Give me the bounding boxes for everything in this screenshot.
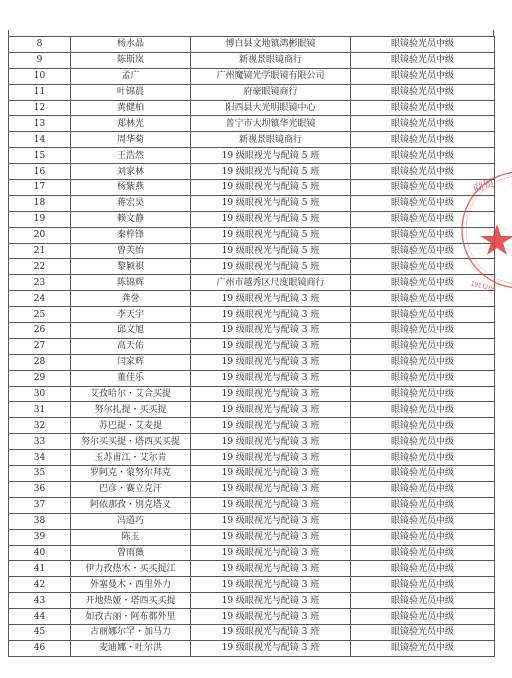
organization-cell: 19 级眼视光与配镜 3 班 xyxy=(191,386,351,402)
row-number-cell: 39 xyxy=(9,529,71,545)
table-row xyxy=(9,243,495,259)
person-name-cell: 伊力孜热木・买买提江 xyxy=(71,561,191,577)
person-name-cell: 努尔扎提・买买提 xyxy=(71,402,191,418)
table-row xyxy=(9,624,495,640)
certificate-level-cell: 眼镜验光员中级 xyxy=(351,211,495,227)
row-number-cell: 14 xyxy=(9,132,71,148)
table-row xyxy=(9,100,495,116)
person-name-cell: 巴彦・赛立克汗 xyxy=(71,481,191,497)
organization-cell: 19 级眼视光与配镜 3 班 xyxy=(191,291,351,307)
row-number-cell: 9 xyxy=(9,52,71,68)
row-number-cell: 37 xyxy=(9,497,71,513)
person-name-cell: 曾雨薇 xyxy=(71,545,191,561)
person-name-cell: 罗阿克・蒙努尔拜克 xyxy=(71,466,191,482)
person-name-cell: 开地热娅・塔西买买提 xyxy=(71,593,191,609)
certificate-level-cell: 眼镜验光员中级 xyxy=(351,354,495,370)
certificate-level-cell: 眼镜验光员中级 xyxy=(351,338,495,354)
table-row xyxy=(9,418,495,434)
certificate-level-cell: 眼镜验光员中级 xyxy=(351,466,495,482)
organization-cell: 19 级眼视光与配镜 3 班 xyxy=(191,307,351,323)
table-row xyxy=(9,370,495,386)
table-row xyxy=(9,561,495,577)
person-name-cell: 杨水晶 xyxy=(71,37,191,53)
person-name-cell: 高天佑 xyxy=(71,338,191,354)
certificate-level-cell: 眼镜验光员中级 xyxy=(351,577,495,593)
person-name-cell: 阿依那孜・別克塔义 xyxy=(71,497,191,513)
table-row xyxy=(9,259,495,275)
organization-cell: 19 级眼视光与配镜 5 班 xyxy=(191,180,351,196)
row-number-cell: 43 xyxy=(9,593,71,609)
organization-cell: 19 级眼视光与配镜 3 班 xyxy=(191,402,351,418)
certificate-level-cell: 眼镜验光员中级 xyxy=(351,291,495,307)
person-name-cell: 叶锦晨 xyxy=(71,84,191,100)
organization-cell: 19 级眼视光与配镜 5 班 xyxy=(191,243,351,259)
certificate-level-cell: 眼镜验光员中级 xyxy=(351,259,495,275)
table-row xyxy=(9,195,495,211)
row-number-cell: 45 xyxy=(9,624,71,640)
row-number-cell: 30 xyxy=(9,386,71,402)
row-number-cell: 33 xyxy=(9,434,71,450)
table-row xyxy=(9,211,495,227)
row-number-cell: 12 xyxy=(9,100,71,116)
table-row xyxy=(9,275,495,291)
organization-cell: 新视景眼镜商行 xyxy=(191,132,351,148)
table-row xyxy=(9,609,495,625)
organization-cell: 19 级眼视光与配镜 3 班 xyxy=(191,450,351,466)
row-number-cell: 32 xyxy=(9,418,71,434)
person-name-cell: 赖文静 xyxy=(71,211,191,227)
certificate-level-cell: 眼镜验光员中级 xyxy=(351,545,495,561)
row-number-cell: 36 xyxy=(9,481,71,497)
person-name-cell: 苏巴提・艾麦提 xyxy=(71,418,191,434)
certificate-level-cell: 眼镜验光员中级 xyxy=(351,497,495,513)
row-number-cell: 34 xyxy=(9,450,71,466)
row-number-cell: 44 xyxy=(9,609,71,625)
person-name-cell: 黎颖祺 xyxy=(71,259,191,275)
table-row xyxy=(9,291,495,307)
row-number-cell: 13 xyxy=(9,116,71,132)
person-name-cell: 郑林光 xyxy=(71,116,191,132)
seal-text: 商贸 xyxy=(471,176,497,196)
organization-cell: 19 级眼视光与配镜 5 班 xyxy=(191,195,351,211)
certificate-level-cell: 眼镜验光员中级 xyxy=(351,275,495,291)
row-number-cell: 26 xyxy=(9,323,71,339)
person-name-cell: 蒋宏昊 xyxy=(71,195,191,211)
person-name-cell: 如孜古丽・阿布都外里 xyxy=(71,609,191,625)
table-row xyxy=(9,434,495,450)
row-number-cell: 16 xyxy=(9,164,71,180)
organization-cell: 19 级眼视光与配镜 3 班 xyxy=(191,513,351,529)
certificate-level-cell: 眼镜验光员中级 xyxy=(351,132,495,148)
organization-cell: 广州魔镜光学眼镜有限公司 xyxy=(191,68,351,84)
person-name-cell: 闫家辉 xyxy=(71,354,191,370)
certificate-level-cell: 眼镜验光员中级 xyxy=(351,116,495,132)
certificate-level-cell: 眼镜验光员中级 xyxy=(351,180,495,196)
person-name-cell: 李天宇 xyxy=(71,307,191,323)
table-row xyxy=(9,529,495,545)
certificate-level-cell: 眼镜验光员中级 xyxy=(351,609,495,625)
organization-cell: 19 级眼视光与配镜 5 班 xyxy=(191,227,351,243)
person-name-cell: 冯道巧 xyxy=(71,513,191,529)
row-number-cell: 22 xyxy=(9,259,71,275)
person-name-cell: 孟广 xyxy=(71,68,191,84)
person-name-cell: 黄健柏 xyxy=(71,100,191,116)
certificate-level-cell: 眼镜验光员中级 xyxy=(351,323,495,339)
person-name-cell: 努尔买买提・塔西买买提 xyxy=(71,434,191,450)
row-number-cell: 46 xyxy=(9,640,71,656)
certificate-level-cell: 眼镜验光员中级 xyxy=(351,561,495,577)
person-name-cell: 秦梓锋 xyxy=(71,227,191,243)
table-row xyxy=(9,307,495,323)
organization-cell: 19 级眼视光与配镜 3 班 xyxy=(191,577,351,593)
certificate-level-cell: 眼镜验光员中级 xyxy=(351,68,495,84)
certificate-level-cell: 眼镜验光员中级 xyxy=(351,148,495,164)
organization-cell: 府豪眼镜商行 xyxy=(191,84,351,100)
organization-cell: 博白县文地镇鸿彬眼镜 xyxy=(191,37,351,53)
table-row xyxy=(9,180,495,196)
organization-cell: 19 级眼视光与配镜 3 班 xyxy=(191,466,351,482)
certificate-level-cell: 眼镜验光员中级 xyxy=(351,434,495,450)
certificate-list-table xyxy=(8,36,495,657)
organization-cell: 19 级眼视光与配镜 3 班 xyxy=(191,497,351,513)
person-name-cell: 外塞曼木・西里外力 xyxy=(71,577,191,593)
organization-cell: 19 级眼视光与配镜 3 班 xyxy=(191,561,351,577)
person-name-cell: 刘家林 xyxy=(71,164,191,180)
certificate-level-cell: 眼镜验光员中级 xyxy=(351,243,495,259)
certificate-level-cell: 眼镜验光员中级 xyxy=(351,402,495,418)
table-row xyxy=(9,497,495,513)
table-row xyxy=(9,593,495,609)
row-number-cell: 20 xyxy=(9,227,71,243)
row-number-cell: 17 xyxy=(9,180,71,196)
row-number-cell: 15 xyxy=(9,148,71,164)
certificate-level-cell: 眼镜验光员中级 xyxy=(351,370,495,386)
certificate-level-cell: 眼镜验光员中级 xyxy=(351,307,495,323)
row-number-cell: 8 xyxy=(9,37,71,53)
organization-cell: 广州市越秀区尺度眼镜商行 xyxy=(191,275,351,291)
organization-cell: 19 级眼视光与配镜 3 班 xyxy=(191,481,351,497)
table-row xyxy=(9,148,495,164)
table-row xyxy=(9,84,495,100)
row-number-cell: 27 xyxy=(9,338,71,354)
table-row xyxy=(9,132,495,148)
certificate-level-cell: 眼镜验光员中级 xyxy=(351,195,495,211)
table-row xyxy=(9,577,495,593)
certificate-level-cell: 眼镜验光员中级 xyxy=(351,513,495,529)
row-number-cell: 24 xyxy=(9,291,71,307)
person-name-cell: 周华菊 xyxy=(71,132,191,148)
row-number-cell: 21 xyxy=(9,243,71,259)
organization-cell: 19 级眼视光与配镜 5 班 xyxy=(191,148,351,164)
row-number-cell: 40 xyxy=(9,545,71,561)
person-name-cell: 古丽娜尔罕・加马力 xyxy=(71,624,191,640)
row-number-cell: 18 xyxy=(9,195,71,211)
row-number-cell: 31 xyxy=(9,402,71,418)
table-row xyxy=(9,52,495,68)
certificate-level-cell: 眼镜验光员中级 xyxy=(351,227,495,243)
table-row xyxy=(9,450,495,466)
person-name-cell: 王浩然 xyxy=(71,148,191,164)
row-number-cell: 19 xyxy=(9,211,71,227)
organization-cell: 19 级眼视光与配镜 5 班 xyxy=(191,259,351,275)
certificate-level-cell: 眼镜验光员中级 xyxy=(351,624,495,640)
table-row xyxy=(9,402,495,418)
row-number-cell: 29 xyxy=(9,370,71,386)
table-row xyxy=(9,323,495,339)
person-name-cell: 龚誉 xyxy=(71,291,191,307)
certificate-level-cell: 眼镜验光员中级 xyxy=(351,529,495,545)
row-number-cell: 41 xyxy=(9,561,71,577)
table-row xyxy=(9,164,495,180)
organization-cell: 19 级眼视光与配镜 5 班 xyxy=(191,211,351,227)
table-row xyxy=(9,640,495,656)
certificate-level-cell: 眼镜验光员中级 xyxy=(351,52,495,68)
table-row xyxy=(9,386,495,402)
table-row xyxy=(9,37,495,53)
certificate-level-cell: 眼镜验光员中级 xyxy=(351,100,495,116)
organization-cell: 19 级眼视光与配镜 3 班 xyxy=(191,370,351,386)
person-name-cell: 曾芙怡 xyxy=(71,243,191,259)
organization-cell: 新视景眼镜商行 xyxy=(191,52,351,68)
person-name-cell: 杨紫燕 xyxy=(71,180,191,196)
certificate-level-cell: 眼镜验光员中级 xyxy=(351,450,495,466)
person-name-cell: 陈玉 xyxy=(71,529,191,545)
organization-cell: 19 级眼视光与配镜 3 班 xyxy=(191,624,351,640)
person-name-cell: 董佳乐 xyxy=(71,370,191,386)
organization-cell: 19 级眼视光与配镜 3 班 xyxy=(191,354,351,370)
organization-cell: 19 级眼视光与配镜 3 班 xyxy=(191,593,351,609)
organization-cell: 19 级眼视光与配镜 5 班 xyxy=(191,164,351,180)
organization-cell: 19 级眼视光与配镜 3 班 xyxy=(191,338,351,354)
row-number-cell: 25 xyxy=(9,307,71,323)
organization-cell: 19 级眼视光与配镜 3 班 xyxy=(191,545,351,561)
table-row xyxy=(9,338,495,354)
row-number-cell: 35 xyxy=(9,466,71,482)
person-name-cell: 玉苏甫江・艾尔肯 xyxy=(71,450,191,466)
organization-cell: 19 级眼视光与配镜 3 班 xyxy=(191,323,351,339)
organization-cell: 19 级眼视光与配镜 3 班 xyxy=(191,609,351,625)
row-number-cell: 42 xyxy=(9,577,71,593)
certificate-level-cell: 眼镜验光员中级 xyxy=(351,640,495,656)
person-name-cell: 陈锦辉 xyxy=(71,275,191,291)
person-name-cell: 艾孜哈尔・艾合买提 xyxy=(71,386,191,402)
table-row xyxy=(9,68,495,84)
organization-cell: 19 级眼视光与配镜 3 班 xyxy=(191,640,351,656)
table-row xyxy=(9,227,495,243)
seal-serial: 1011206 xyxy=(469,280,497,294)
certificate-level-cell: 眼镜验光员中级 xyxy=(351,593,495,609)
person-name-cell: 陈斯岚 xyxy=(71,52,191,68)
certificate-level-cell: 眼镜验光员中级 xyxy=(351,481,495,497)
organization-cell: 19 级眼视光与配镜 3 班 xyxy=(191,529,351,545)
certificate-level-cell: 眼镜验光员中级 xyxy=(351,386,495,402)
row-number-cell: 28 xyxy=(9,354,71,370)
table-row xyxy=(9,545,495,561)
table-row xyxy=(9,466,495,482)
row-number-cell: 23 xyxy=(9,275,71,291)
organization-cell: 普宁市大坝镇华光眼镜 xyxy=(191,116,351,132)
table-row xyxy=(9,116,495,132)
row-number-cell: 38 xyxy=(9,513,71,529)
row-number-cell: 10 xyxy=(9,68,71,84)
certificate-level-cell: 眼镜验光员中级 xyxy=(351,418,495,434)
row-number-cell: 11 xyxy=(9,84,71,100)
organization-cell: 19 级眼视光与配镜 3 班 xyxy=(191,418,351,434)
organization-cell: 阳西县大光明眼镜中心 xyxy=(191,100,351,116)
certificate-level-cell: 眼镜验光员中级 xyxy=(351,84,495,100)
certificate-level-cell: 眼镜验光员中级 xyxy=(351,37,495,53)
table-row xyxy=(9,481,495,497)
person-name-cell: 邱文旭 xyxy=(71,323,191,339)
table-row xyxy=(9,354,495,370)
organization-cell: 19 级眼视光与配镜 3 班 xyxy=(191,434,351,450)
person-name-cell: 麦迪娜・吐尔洪 xyxy=(71,640,191,656)
table-row xyxy=(9,513,495,529)
certificate-level-cell: 眼镜验光员中级 xyxy=(351,164,495,180)
